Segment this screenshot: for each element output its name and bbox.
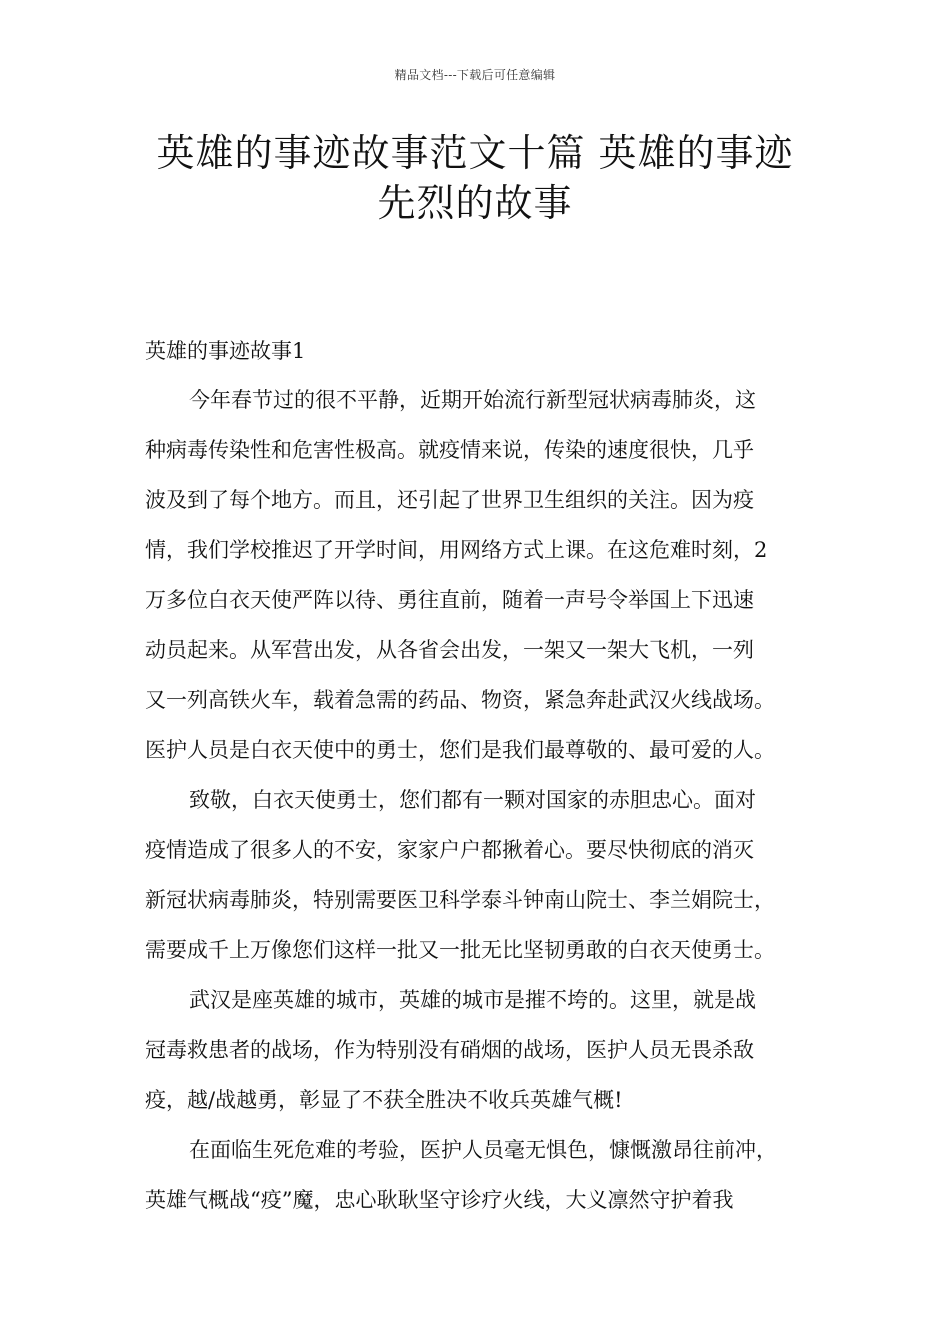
text-line: 冠毒救患者的战场，作为特别没有硝烟的战场，医护人员无畏杀敌	[145, 1038, 754, 1062]
text-line: 英雄气概战“疫”魔，忠心耿耿坚守诊疗火线，大义凛然守护着我	[145, 1188, 734, 1212]
text-line: 需要成千上万像您们这样一批又一批无比坚韧勇敢的白衣天使勇士。	[145, 938, 775, 962]
title-line: 英雄的事迹故事范文十篇 英雄的事迹	[156, 131, 794, 175]
text-line: 在面临生死危难的考验，医护人员毫无惧色，慷慨激昂往前冲，	[189, 1138, 777, 1162]
text-line: 武汉是座英雄的城市，英雄的城市是摧不垮的。这里，就是战	[189, 988, 756, 1012]
text-line: 万多位白衣天使严阵以待、勇往直前，随着一声号令举国上下迅速	[145, 588, 754, 612]
text-line: 种病毒传染性和危害性极高。就疫情来说，传染的速度很快，几乎	[145, 438, 754, 462]
document-title	[110, 128, 840, 228]
text-line: 医护人员是白衣天使中的勇士，您们是我们最尊敬的、最可爱的人。	[145, 738, 775, 762]
text-line: 疫情造成了很多人的不安，家家户户都揪着心。要尽快彻底的消灭	[145, 838, 754, 862]
text-line: 致敬，白衣天使勇士，您们都有一颗对国家的赤胆忠心。面对	[189, 788, 756, 812]
text-line: 动员起来。从军营出发，从各省会出发，一架又一架大飞机，一列	[145, 638, 754, 662]
section-heading: 英雄的事迹故事1	[145, 339, 306, 363]
paragraph	[145, 382, 835, 782]
paragraph	[145, 982, 835, 1132]
page-header: 精品文档---下载后可任意编辑	[394, 68, 556, 82]
text-line: 波及到了每个地方。而且，还引起了世界卫生组织的关注。因为疫	[145, 488, 754, 512]
text-line: 今年春节过的很不平静，近期开始流行新型冠状病毒肺炎，这	[189, 388, 756, 412]
text-line: 疫，越/战越勇，彰显了不获全胜决不收兵英雄气概!	[145, 1088, 623, 1112]
text-line: 新冠状病毒肺炎，特别需要医卫科学泰斗钟南山院士、李兰娟院士，	[145, 888, 775, 912]
body-text	[145, 382, 835, 1232]
paragraph	[145, 1132, 835, 1232]
text-line: 又一列高铁火车，载着急需的药品、物资，紧急奔赴武汉火线战场。	[145, 688, 775, 712]
paragraph	[145, 782, 835, 982]
title-line: 先烈的故事	[377, 181, 573, 225]
text-line: 情，我们学校推迟了开学时间，用网络方式上课。在这危难时刻，2	[145, 538, 768, 562]
